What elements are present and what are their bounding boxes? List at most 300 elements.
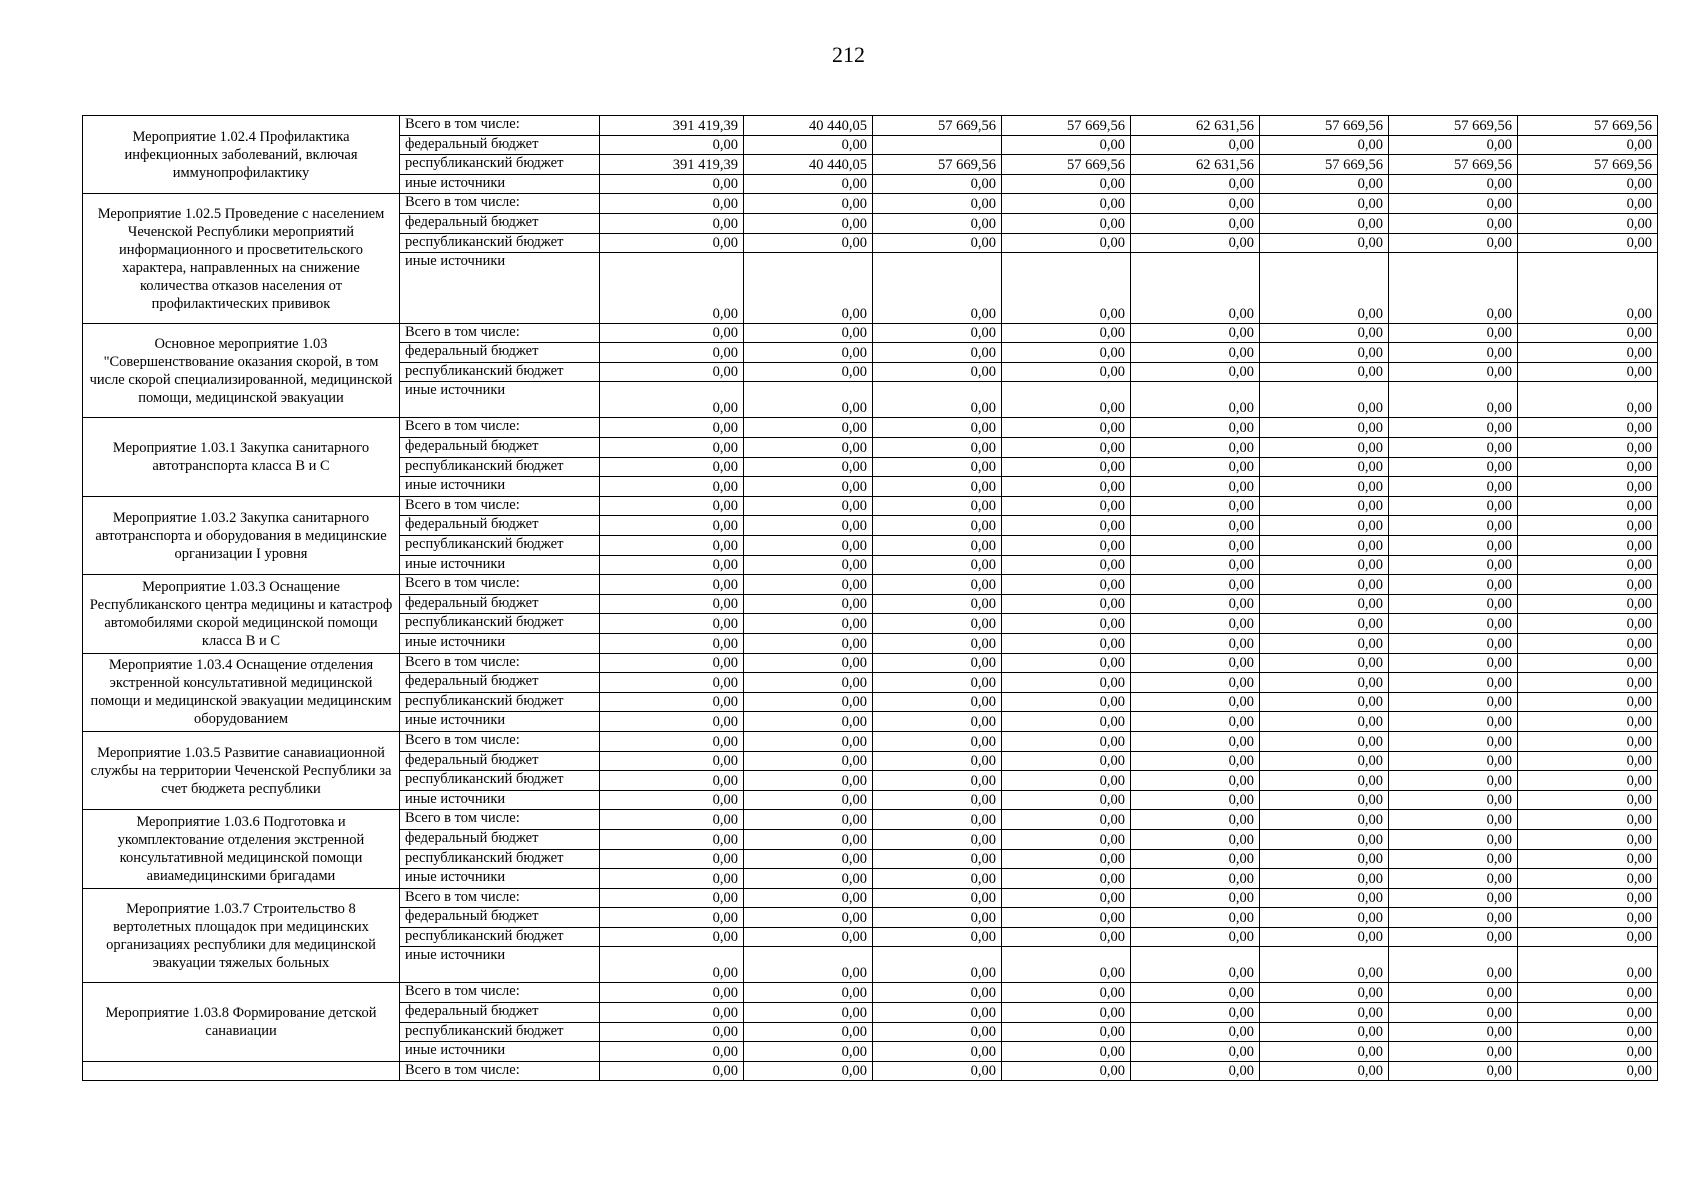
amount-cell: 0,00 — [1131, 253, 1260, 324]
amount-cell: 0,00 — [1131, 790, 1260, 810]
amount-cell: 0,00 — [1131, 323, 1260, 343]
amount-cell: 0,00 — [1002, 575, 1131, 595]
amount-cell: 0,00 — [600, 343, 744, 363]
amount-cell: 0,00 — [1131, 908, 1260, 928]
amount-cell: 0,00 — [1260, 790, 1389, 810]
amount-cell: 0,00 — [873, 174, 1002, 194]
amount-cell: 0,00 — [1131, 927, 1260, 947]
funding-source-label: Всего в том числе: — [400, 653, 600, 673]
amount-cell: 0,00 — [1002, 869, 1131, 889]
amount-cell: 0,00 — [600, 594, 744, 614]
amount-cell: 0,00 — [1131, 516, 1260, 536]
amount-cell: 0,00 — [1260, 253, 1389, 324]
amount-cell: 0,00 — [1131, 457, 1260, 477]
funding-source-label: республиканский бюджет — [400, 849, 600, 869]
amount-cell: 0,00 — [1389, 927, 1518, 947]
amount-cell: 0,00 — [873, 253, 1002, 324]
amount-cell: 0,00 — [1131, 771, 1260, 791]
amount-cell: 0,00 — [873, 712, 1002, 732]
measure-title: Мероприятие 1.03.2 Закупка санитарного автотранспорта и оборудования в медицинские организации I уровня — [83, 496, 400, 574]
table-row — [83, 323, 1658, 343]
amount-cell: 0,00 — [1260, 829, 1389, 849]
amount-cell: 0,00 — [1389, 849, 1518, 869]
amount-cell: 0,00 — [1389, 829, 1518, 849]
table-row — [83, 575, 1658, 595]
amount-cell: 0,00 — [1518, 343, 1658, 363]
funding-source-label: Всего в том числе: — [400, 1061, 600, 1081]
amount-cell: 0,00 — [1389, 496, 1518, 516]
amount-cell: 0,00 — [744, 362, 873, 382]
amount-cell: 0,00 — [1389, 213, 1518, 233]
amount-cell: 0,00 — [1002, 888, 1131, 908]
amount-cell: 0,00 — [744, 888, 873, 908]
amount-cell: 0,00 — [1389, 536, 1518, 556]
amount-cell: 0,00 — [744, 1061, 873, 1081]
measure-title: Мероприятие 1.02.4 Профилактика инфекционных заболеваний, включая иммунопрофилактику — [83, 116, 400, 194]
amount-cell: 0,00 — [744, 1003, 873, 1023]
measure-title: Мероприятие 1.03.8 Формирование детской санавиации — [83, 983, 400, 1061]
amount-cell: 0,00 — [1002, 477, 1131, 497]
amount-cell: 0,00 — [744, 712, 873, 732]
table-row — [83, 810, 1658, 830]
amount-cell: 0,00 — [744, 233, 873, 253]
amount-cell: 0,00 — [744, 575, 873, 595]
amount-cell: 0,00 — [600, 614, 744, 634]
funding-source-label: республиканский бюджет — [400, 233, 600, 253]
amount-cell: 0,00 — [744, 751, 873, 771]
amount-cell: 0,00 — [873, 438, 1002, 458]
amount-cell: 0,00 — [1389, 983, 1518, 1003]
amount-cell: 0,00 — [1518, 790, 1658, 810]
amount-cell: 0,00 — [744, 135, 873, 155]
amount-cell: 0,00 — [1518, 575, 1658, 595]
amount-cell: 0,00 — [1518, 983, 1658, 1003]
amount-cell: 0,00 — [873, 457, 1002, 477]
amount-cell: 0,00 — [744, 1022, 873, 1042]
amount-cell: 0,00 — [744, 174, 873, 194]
amount-cell: 0,00 — [873, 575, 1002, 595]
amount-cell: 0,00 — [1260, 771, 1389, 791]
amount-cell: 0,00 — [873, 927, 1002, 947]
amount-cell: 0,00 — [1002, 908, 1131, 928]
amount-cell: 0,00 — [1389, 712, 1518, 732]
amount-cell: 0,00 — [600, 692, 744, 712]
amount-cell: 0,00 — [600, 947, 744, 983]
amount-cell: 0,00 — [1518, 849, 1658, 869]
amount-cell: 0,00 — [1518, 673, 1658, 693]
amount-cell: 0,00 — [1518, 418, 1658, 438]
amount-cell: 0,00 — [1389, 790, 1518, 810]
funding-source-label: иные источники — [400, 555, 600, 575]
amount-cell: 0,00 — [1002, 790, 1131, 810]
amount-cell: 0,00 — [744, 849, 873, 869]
amount-cell: 0,00 — [744, 947, 873, 983]
measure-title: Основное мероприятие 1.03 "Совершенствование оказания скорой, в том числе скорой специализированной, медицинской помощи, медицинской эвакуации — [83, 323, 400, 418]
amount-cell: 0,00 — [873, 673, 1002, 693]
amount-cell: 0,00 — [1002, 516, 1131, 536]
amount-cell: 0,00 — [1131, 536, 1260, 556]
amount-cell: 0,00 — [1131, 692, 1260, 712]
amount-cell: 0,00 — [1002, 555, 1131, 575]
amount-cell: 0,00 — [1389, 731, 1518, 751]
amount-cell: 0,00 — [1002, 496, 1131, 516]
amount-cell: 0,00 — [744, 790, 873, 810]
amount-cell: 0,00 — [873, 233, 1002, 253]
amount-cell: 0,00 — [1131, 888, 1260, 908]
amount-cell: 0,00 — [1389, 888, 1518, 908]
amount-cell: 0,00 — [1131, 496, 1260, 516]
amount-cell: 0,00 — [1518, 516, 1658, 536]
amount-cell: 0,00 — [600, 927, 744, 947]
amount-cell: 0,00 — [1002, 751, 1131, 771]
amount-cell: 0,00 — [1260, 947, 1389, 983]
amount-cell: 0,00 — [600, 174, 744, 194]
funding-source-label: республиканский бюджет — [400, 614, 600, 634]
amount-cell: 0,00 — [1131, 194, 1260, 214]
amount-cell: 0,00 — [1131, 673, 1260, 693]
amount-cell: 0,00 — [1260, 653, 1389, 673]
amount-cell: 0,00 — [873, 983, 1002, 1003]
amount-cell: 0,00 — [873, 810, 1002, 830]
amount-cell: 0,00 — [600, 888, 744, 908]
amount-cell: 0,00 — [600, 213, 744, 233]
amount-cell: 0,00 — [1389, 653, 1518, 673]
amount-cell: 0,00 — [1518, 751, 1658, 771]
amount-cell: 0,00 — [873, 1042, 1002, 1062]
amount-cell: 0,00 — [1389, 633, 1518, 653]
amount-cell: 0,00 — [1131, 653, 1260, 673]
funding-source-label: иные источники — [400, 1042, 600, 1062]
amount-cell: 0,00 — [744, 869, 873, 889]
amount-cell: 0,00 — [1260, 983, 1389, 1003]
amount-cell: 0,00 — [873, 496, 1002, 516]
funding-source-label: иные источники — [400, 477, 600, 497]
amount-cell: 0,00 — [744, 810, 873, 830]
amount-cell: 0,00 — [1002, 194, 1131, 214]
amount-cell: 0,00 — [1260, 1003, 1389, 1023]
amount-cell: 0,00 — [1260, 194, 1389, 214]
amount-cell: 0,00 — [744, 692, 873, 712]
amount-cell: 0,00 — [600, 810, 744, 830]
amount-cell: 0,00 — [1002, 362, 1131, 382]
amount-cell: 0,00 — [1518, 927, 1658, 947]
amount-cell: 0,00 — [873, 731, 1002, 751]
amount-cell: 0,00 — [1002, 1042, 1131, 1062]
funding-source-label: федеральный бюджет — [400, 1003, 600, 1023]
funding-source-label: иные источники — [400, 712, 600, 732]
amount-cell: 0,00 — [1518, 438, 1658, 458]
amount-cell: 0,00 — [873, 790, 1002, 810]
amount-cell: 0,00 — [1131, 849, 1260, 869]
amount-cell: 0,00 — [600, 382, 744, 418]
amount-cell: 0,00 — [873, 382, 1002, 418]
amount-cell: 0,00 — [1002, 849, 1131, 869]
amount-cell: 0,00 — [1002, 633, 1131, 653]
amount-cell: 0,00 — [873, 1022, 1002, 1042]
amount-cell: 0,00 — [744, 673, 873, 693]
amount-cell: 0,00 — [873, 418, 1002, 438]
amount-cell: 0,00 — [1131, 1022, 1260, 1042]
amount-cell: 0,00 — [600, 1061, 744, 1081]
funding-source-label: федеральный бюджет — [400, 516, 600, 536]
amount-cell: 0,00 — [1002, 594, 1131, 614]
amount-cell: 0,00 — [1389, 438, 1518, 458]
funding-source-label: иные источники — [400, 382, 600, 418]
amount-cell: 0,00 — [1518, 594, 1658, 614]
amount-cell: 0,00 — [744, 194, 873, 214]
amount-cell: 0,00 — [873, 536, 1002, 556]
amount-cell: 0,00 — [1260, 174, 1389, 194]
amount-cell: 0,00 — [1389, 323, 1518, 343]
amount-cell: 0,00 — [1260, 457, 1389, 477]
amount-cell: 0,00 — [1131, 418, 1260, 438]
amount-cell: 0,00 — [1518, 947, 1658, 983]
amount-cell: 0,00 — [600, 829, 744, 849]
amount-cell: 0,00 — [600, 983, 744, 1003]
amount-cell: 57 669,56 — [1389, 116, 1518, 136]
amount-cell: 0,00 — [1002, 174, 1131, 194]
amount-cell: 0,00 — [744, 382, 873, 418]
measure-title: Мероприятие 1.03.1 Закупка санитарного автотранспорта класса В и С — [83, 418, 400, 496]
amount-cell: 0,00 — [744, 594, 873, 614]
amount-cell: 0,00 — [600, 362, 744, 382]
amount-cell: 0,00 — [1131, 712, 1260, 732]
amount-cell: 0,00 — [873, 888, 1002, 908]
funding-source-label: Всего в том числе: — [400, 323, 600, 343]
funding-source-label: федеральный бюджет — [400, 908, 600, 928]
amount-cell: 0,00 — [1518, 888, 1658, 908]
amount-cell: 0,00 — [1002, 771, 1131, 791]
amount-cell: 0,00 — [1389, 135, 1518, 155]
table-body — [83, 116, 1658, 1081]
amount-cell: 0,00 — [1260, 888, 1389, 908]
funding-source-label: Всего в том числе: — [400, 194, 600, 214]
amount-cell: 0,00 — [1518, 810, 1658, 830]
amount-cell: 0,00 — [600, 438, 744, 458]
amount-cell: 0,00 — [600, 633, 744, 653]
amount-cell: 0,00 — [1389, 594, 1518, 614]
amount-cell: 0,00 — [1260, 869, 1389, 889]
amount-cell: 0,00 — [1518, 869, 1658, 889]
amount-cell: 62 631,56 — [1131, 116, 1260, 136]
amount-cell: 0,00 — [600, 575, 744, 595]
funding-source-label: Всего в том числе: — [400, 810, 600, 830]
amount-cell: 0,00 — [1389, 1042, 1518, 1062]
amount-cell: 0,00 — [873, 555, 1002, 575]
amount-cell: 0,00 — [1002, 323, 1131, 343]
amount-cell: 0,00 — [600, 908, 744, 928]
amount-cell: 0,00 — [1389, 751, 1518, 771]
amount-cell: 0,00 — [1002, 233, 1131, 253]
amount-cell: 0,00 — [744, 323, 873, 343]
funding-source-label: Всего в том числе: — [400, 575, 600, 595]
amount-cell: 0,00 — [1002, 253, 1131, 324]
amount-cell: 57 669,56 — [1002, 116, 1131, 136]
amount-cell: 0,00 — [1389, 233, 1518, 253]
amount-cell: 0,00 — [600, 731, 744, 751]
amount-cell: 57 669,56 — [1260, 155, 1389, 175]
amount-cell: 0,00 — [873, 829, 1002, 849]
amount-cell: 0,00 — [1389, 771, 1518, 791]
amount-cell: 0,00 — [1260, 477, 1389, 497]
amount-cell: 0,00 — [1260, 1061, 1389, 1081]
amount-cell: 0,00 — [1518, 692, 1658, 712]
amount-cell: 0,00 — [1002, 653, 1131, 673]
amount-cell: 0,00 — [1002, 457, 1131, 477]
amount-cell: 0,00 — [1518, 213, 1658, 233]
amount-cell: 0,00 — [744, 653, 873, 673]
amount-cell: 0,00 — [1518, 1061, 1658, 1081]
funding-source-label: иные источники — [400, 174, 600, 194]
funding-source-label: федеральный бюджет — [400, 213, 600, 233]
page-number: 212 — [832, 42, 865, 67]
amount-cell: 0,00 — [1518, 1003, 1658, 1023]
amount-cell: 0,00 — [1260, 692, 1389, 712]
amount-cell: 0,00 — [600, 771, 744, 791]
amount-cell: 0,00 — [744, 496, 873, 516]
amount-cell: 0,00 — [1518, 771, 1658, 791]
amount-cell: 0,00 — [1131, 614, 1260, 634]
amount-cell: 0,00 — [1002, 418, 1131, 438]
amount-cell: 57 669,56 — [1518, 155, 1658, 175]
amount-cell: 0,00 — [1131, 1003, 1260, 1023]
amount-cell: 0,00 — [1389, 382, 1518, 418]
measure-title: Мероприятие 1.03.3 Оснащение Республиканского центра медицины и катастроф автомобилями скорой медицинской помощи класса В и С — [83, 575, 400, 653]
amount-cell: 0,00 — [1389, 362, 1518, 382]
funding-source-label: иные источники — [400, 947, 600, 983]
amount-cell: 0,00 — [873, 362, 1002, 382]
amount-cell: 0,00 — [600, 418, 744, 438]
amount-cell: 0,00 — [1518, 496, 1658, 516]
amount-cell: 0,00 — [744, 927, 873, 947]
amount-cell: 391 419,39 — [600, 155, 744, 175]
amount-cell: 0,00 — [1518, 457, 1658, 477]
amount-cell: 0,00 — [1260, 516, 1389, 536]
amount-cell: 0,00 — [1389, 1061, 1518, 1081]
amount-cell: 0,00 — [1389, 869, 1518, 889]
amount-cell: 57 669,56 — [873, 155, 1002, 175]
amount-cell: 0,00 — [873, 343, 1002, 363]
amount-cell: 0,00 — [1260, 382, 1389, 418]
amount-cell: 0,00 — [1260, 135, 1389, 155]
amount-cell: 0,00 — [1389, 692, 1518, 712]
funding-source-label: федеральный бюджет — [400, 673, 600, 693]
amount-cell: 0,00 — [873, 751, 1002, 771]
amount-cell: 0,00 — [744, 633, 873, 653]
amount-cell: 0,00 — [600, 536, 744, 556]
amount-cell: 57 669,56 — [1518, 116, 1658, 136]
amount-cell: 0,00 — [1389, 673, 1518, 693]
funding-source-label: иные источники — [400, 253, 600, 324]
amount-cell: 0,00 — [600, 1022, 744, 1042]
amount-cell: 0,00 — [1002, 829, 1131, 849]
amount-cell: 0,00 — [1260, 810, 1389, 830]
budget-table — [82, 115, 1658, 1081]
amount-cell: 0,00 — [600, 135, 744, 155]
amount-cell: 0,00 — [600, 673, 744, 693]
amount-cell: 0,00 — [1389, 477, 1518, 497]
funding-source-label: республиканский бюджет — [400, 771, 600, 791]
amount-cell: 0,00 — [1389, 457, 1518, 477]
amount-cell: 0,00 — [1131, 829, 1260, 849]
amount-cell: 0,00 — [873, 594, 1002, 614]
amount-cell: 0,00 — [744, 983, 873, 1003]
amount-cell: 0,00 — [744, 536, 873, 556]
amount-cell: 0,00 — [873, 908, 1002, 928]
amount-cell: 0,00 — [744, 418, 873, 438]
amount-cell: 0,00 — [1518, 477, 1658, 497]
amount-cell: 0,00 — [1131, 135, 1260, 155]
amount-cell: 0,00 — [1131, 751, 1260, 771]
funding-source-label: иные источники — [400, 869, 600, 889]
amount-cell: 0,00 — [1518, 174, 1658, 194]
amount-cell: 0,00 — [873, 194, 1002, 214]
amount-cell: 0,00 — [1260, 575, 1389, 595]
funding-source-label: республиканский бюджет — [400, 927, 600, 947]
amount-cell: 0,00 — [600, 253, 744, 324]
amount-cell: 0,00 — [873, 1003, 1002, 1023]
amount-cell: 0,00 — [873, 323, 1002, 343]
amount-cell: 0,00 — [1002, 382, 1131, 418]
amount-cell: 0,00 — [1518, 653, 1658, 673]
amount-cell: 0,00 — [1260, 233, 1389, 253]
amount-cell: 0,00 — [600, 712, 744, 732]
amount-cell: 0,00 — [1002, 343, 1131, 363]
funding-source-label: республиканский бюджет — [400, 1022, 600, 1042]
amount-cell: 0,00 — [1131, 594, 1260, 614]
amount-cell: 0,00 — [744, 614, 873, 634]
measure-title: Мероприятие 1.03.7 Строительство 8 вертолетных площадок при медицинских организациях республики для медицинской эвакуации тяжелых больных — [83, 888, 400, 983]
amount-cell: 0,00 — [744, 457, 873, 477]
amount-cell: 0,00 — [1131, 555, 1260, 575]
funding-source-label: республиканский бюджет — [400, 457, 600, 477]
amount-cell: 0,00 — [1389, 343, 1518, 363]
amount-cell: 0,00 — [600, 496, 744, 516]
amount-cell: 0,00 — [600, 1003, 744, 1023]
measure-title: Мероприятие 1.03.6 Подготовка и укомплектование отделения экстренной консультативной медицинской помощи авиамедицинскими бригадами — [83, 810, 400, 888]
amount-cell: 0,00 — [1260, 418, 1389, 438]
amount-cell: 0,00 — [1131, 477, 1260, 497]
amount-cell: 0,00 — [1518, 633, 1658, 653]
amount-cell: 0,00 — [873, 1061, 1002, 1081]
amount-cell: 0,00 — [744, 253, 873, 324]
amount-cell: 0,00 — [1518, 253, 1658, 324]
amount-cell: 0,00 — [600, 323, 744, 343]
amount-cell: 0,00 — [1260, 1042, 1389, 1062]
amount-cell: 0,00 — [600, 849, 744, 869]
amount-cell: 0,00 — [1002, 1022, 1131, 1042]
amount-cell: 0,00 — [1002, 927, 1131, 947]
table-row — [83, 888, 1658, 908]
amount-cell: 0,00 — [1131, 1042, 1260, 1062]
amount-cell: 391 419,39 — [600, 116, 744, 136]
amount-cell: 0,00 — [1131, 1061, 1260, 1081]
funding-source-label: Всего в том числе: — [400, 983, 600, 1003]
amount-cell: 0,00 — [1002, 1003, 1131, 1023]
amount-cell: 0,00 — [1260, 908, 1389, 928]
amount-cell: 0,00 — [744, 771, 873, 791]
table-row — [83, 116, 1658, 136]
amount-cell: 0,00 — [1518, 382, 1658, 418]
funding-source-label: Всего в том числе: — [400, 418, 600, 438]
amount-cell: 0,00 — [873, 633, 1002, 653]
amount-cell: 0,00 — [1260, 751, 1389, 771]
amount-cell: 57 669,56 — [1002, 155, 1131, 175]
amount-cell: 0,00 — [1518, 135, 1658, 155]
funding-source-label: федеральный бюджет — [400, 594, 600, 614]
amount-cell: 0,00 — [873, 771, 1002, 791]
amount-cell: 0,00 — [873, 477, 1002, 497]
